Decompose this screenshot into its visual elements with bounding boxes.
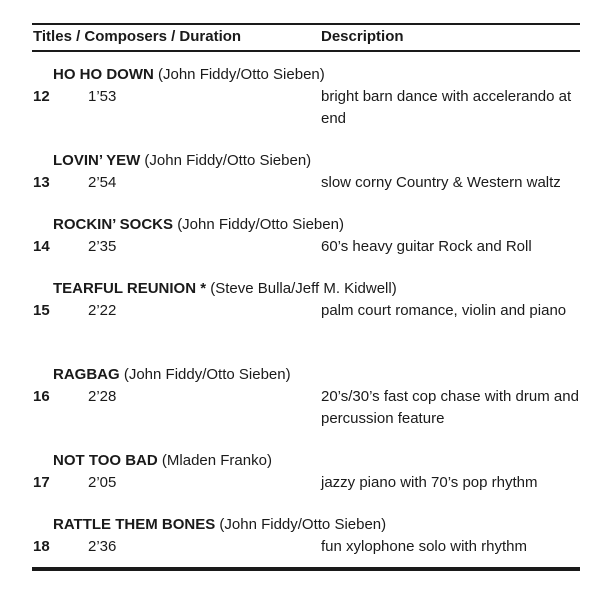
- track-number: 17: [33, 474, 50, 491]
- header-rule: [32, 50, 580, 52]
- track-description: bright barn dance with accelerando at end: [321, 88, 572, 127]
- track-title-line: [53, 214, 344, 236]
- track-duration: 1’53: [88, 88, 117, 105]
- track-title: RAGBAG: [53, 366, 120, 383]
- track-title: RATTLE THEM BONES: [53, 516, 216, 533]
- track-duration: 2’35: [88, 238, 117, 255]
- track-number: 14: [33, 238, 50, 255]
- track-description: 60’s heavy guitar Rock and Roll: [321, 238, 532, 255]
- track-duration: 2’22: [88, 302, 117, 319]
- track-duration: 2’54: [88, 174, 117, 191]
- track-description: jazzy piano with 70’s pop rhythm: [321, 474, 538, 491]
- track-number: 12: [33, 88, 50, 105]
- track-title: ROCKIN’ SOCKS: [53, 216, 174, 233]
- track-title-line: [53, 278, 397, 300]
- bottom-rule: [32, 567, 580, 571]
- track-title-line: [53, 450, 272, 472]
- track-description: palm court romance, violin and piano: [321, 302, 567, 319]
- top-rule: [32, 23, 580, 25]
- track-number: 16: [33, 388, 50, 405]
- track-composers: (John Fiddy/Otto Sieben): [177, 216, 344, 233]
- track-title-line: [53, 514, 386, 536]
- track-number: 18: [33, 538, 50, 555]
- track-description: 20’s/30’s fast cop chase with drum and percussion feature: [321, 388, 579, 427]
- track-description: fun xylophone solo with rhythm: [321, 538, 527, 555]
- track-composers: (Steve Bulla/Jeff M. Kidwell): [210, 280, 397, 297]
- track-duration: 2’05: [88, 474, 117, 491]
- track-title: HO HO DOWN: [53, 66, 154, 83]
- track-composers: (John Fiddy/Otto Sieben): [219, 516, 387, 533]
- track-title: LOVIN’ YEW: [53, 152, 141, 169]
- track-composers: (John Fiddy/Otto Sieben): [123, 366, 291, 383]
- track-title: TEARFUL REUNION *: [53, 280, 207, 297]
- track-composers: (John Fiddy/Otto Sieben): [158, 66, 325, 83]
- track-number: 13: [33, 174, 50, 191]
- track-title-line: [53, 64, 325, 86]
- track-composers: (John Fiddy/Otto Sieben): [144, 152, 312, 169]
- track-title: NOT TOO BAD: [53, 452, 158, 469]
- column-header-titles: Titles / Composers / Duration: [33, 28, 242, 45]
- track-number: 15: [33, 302, 50, 319]
- track-composers: (Mladen Franko): [161, 452, 272, 469]
- track-duration: 2’28: [88, 388, 117, 405]
- track-description: slow corny Country & Western waltz: [321, 174, 561, 191]
- track-title-line: [53, 364, 291, 386]
- track-title-line: [53, 150, 311, 172]
- track-duration: 2’36: [88, 538, 117, 555]
- column-header-description: Description: [321, 28, 404, 45]
